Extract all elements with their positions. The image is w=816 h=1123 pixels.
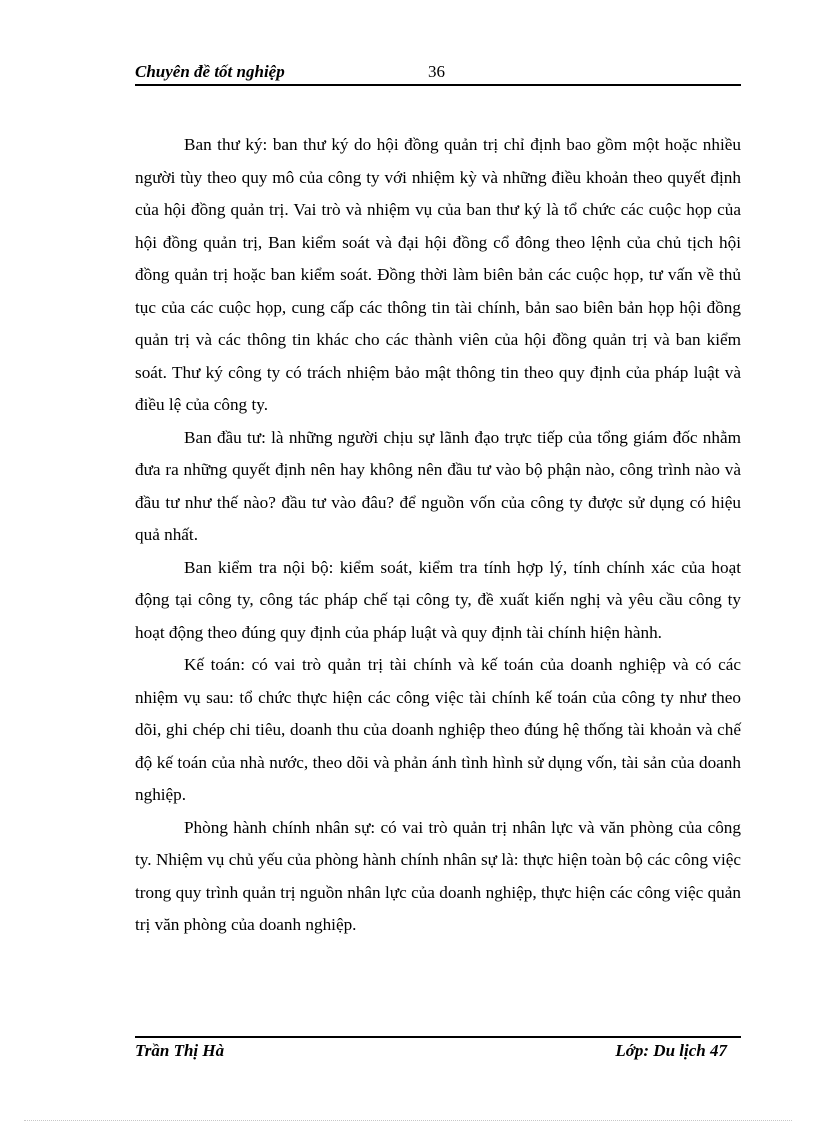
document-title: Chuyên đề tốt nghiệp [135, 62, 285, 81]
page-footer [135, 1036, 741, 1066]
page-number: 36 [428, 62, 445, 81]
author-name: Trần Thị Hà [135, 1041, 225, 1060]
document-body [135, 129, 741, 942]
page-edge-border [24, 1120, 792, 1121]
paragraph-accounting: Kế toán: có vai trò quản trị tài chính và kế toán của doanh nghiệp và có các nhiệm vụ sau: tổ chức thực hiện các công việc tài chính kế toán của công ty như theo dõi, ghi chép chi tiêu, doanh thu của doanh nghiệp theo đúng hệ thống tài khoản và chế độ kế toán của nhà nước, theo dõi và phản ánh tình hình sử dụng vốn, tài sản của doanh nghiệp. [135, 655, 741, 804]
paragraph-hr-admin: Phòng hành chính nhân sự: có vai trò quản trị nhân lực và văn phòng của công ty. Nhiệm vụ chủ yếu của phòng hành chính nhân sự là: thực hiện toàn bộ các công việc trong quy trình quản trị nguồn nhân lực của doanh nghiệp, thực hiện các công việc quản trị văn phòng của doanh nghiệp. [135, 817, 741, 934]
footer-divider [135, 1036, 741, 1038]
paragraph-investment-board: Ban đầu tư: là những người chịu sự lãnh đạo trực tiếp của tổng giám đốc nhằm đưa ra những quyết định nên hay không nên đầu tư vào bộ phận nào, công trình nào và đầu tư như thế nào? đầu tư vào đâu? để nguồn vốn của công ty được sử dụng có hiệu quả nhất. [135, 427, 741, 544]
paragraph-internal-audit: Ban kiểm tra nội bộ: kiểm soát, kiểm tra tính hợp lý, tính chính xác của hoạt động tại công ty, công tác pháp chế tại công ty, đề xuất kiến nghị và yêu cầu công ty hoạt động theo đúng quy định của pháp luật và quy định tài chính hiện hành. [135, 557, 741, 642]
class-label: Lớp: Du lịch 47 [615, 1041, 727, 1060]
header-divider [135, 84, 741, 86]
page-header [135, 60, 741, 86]
paragraph-secretariat: Ban thư ký: ban thư ký do hội đồng quản trị chỉ định bao gồm một hoặc nhiều người tùy theo quy mô của công ty với nhiệm kỳ và những điều khoản theo quyết định của hội đồng quản trị. Vai trò và nhiệm vụ của ban thư ký là tổ chức các cuộc họp của hội đồng quản trị, Ban kiểm soát và đại hội đồng cổ đông theo lệnh của chủ tịch hội đồng quản trị hoặc ban kiểm soát. Đồng thời làm biên bản các cuộc họp, tư vấn về thủ tục của các cuộc họp, cung cấp các thông tin tài chính, bản sao biên bản họp hội đồng quản trị và các thông tin khác cho các thành viên của hội đồng quản trị và ban kiểm soát. Thư ký công ty có trách nhiệm bảo mật thông tin theo quy định của pháp luật và điều lệ của công ty. [135, 135, 741, 414]
